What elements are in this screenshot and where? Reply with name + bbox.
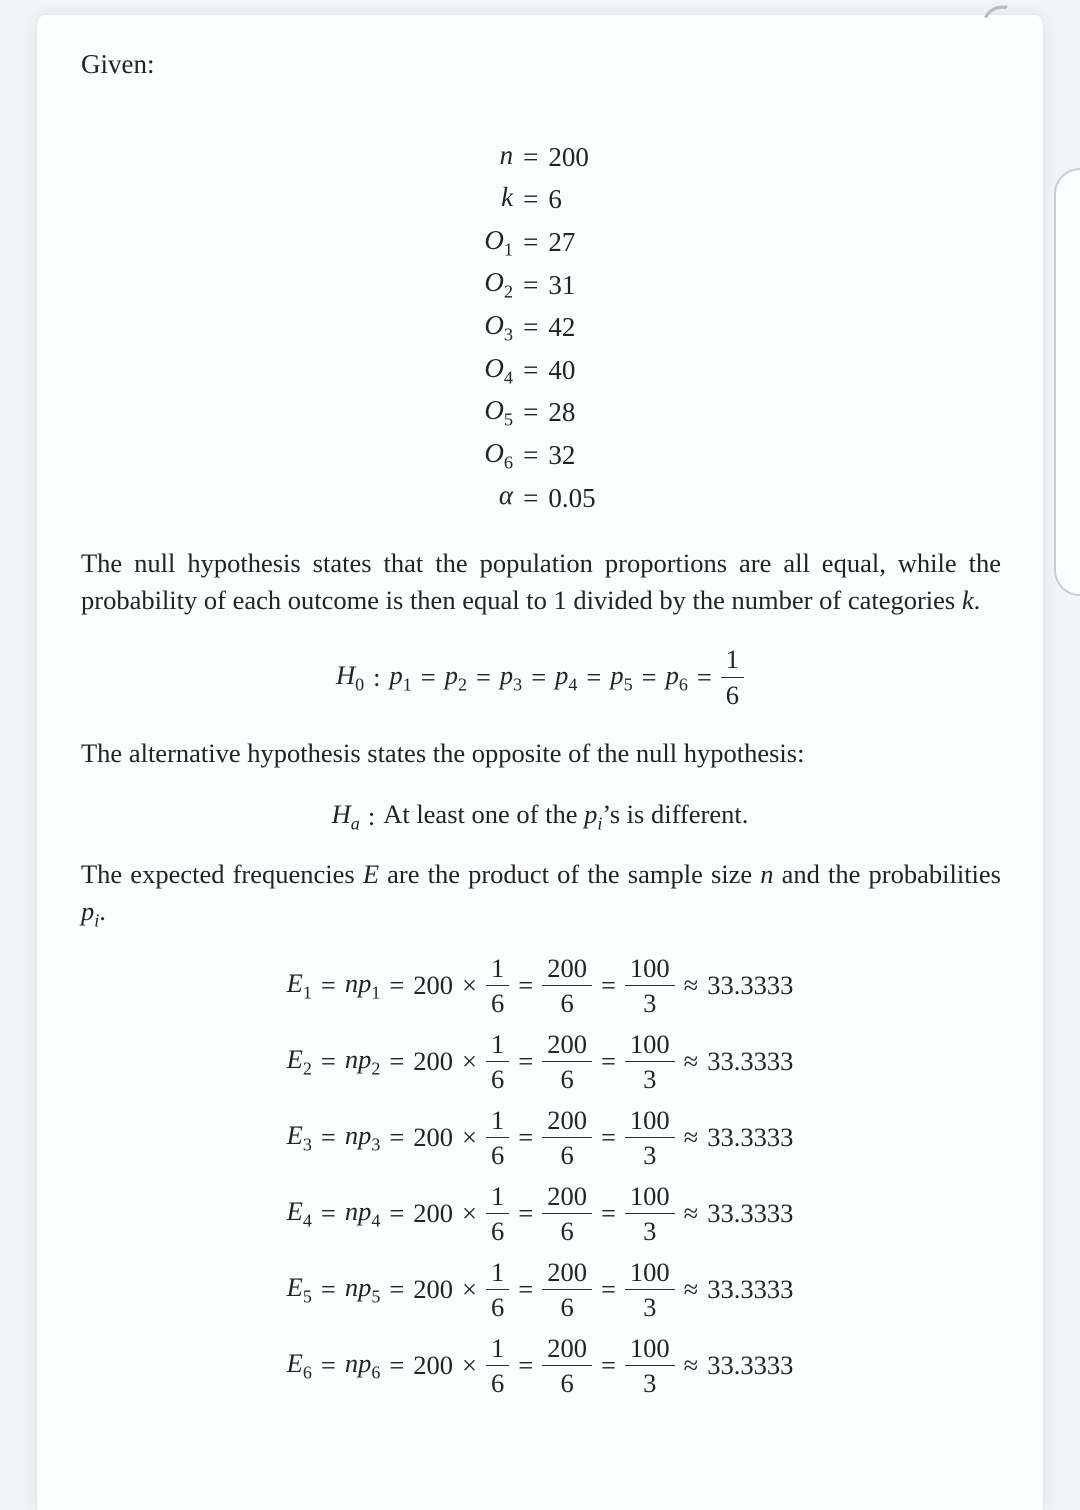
given-variable: $O_5$ bbox=[484, 395, 514, 430]
equals-sign: = bbox=[320, 1046, 336, 1077]
curved-arrow-icon[interactable] bbox=[983, 3, 1009, 19]
times-sign: × bbox=[462, 1198, 477, 1229]
times-sign: × bbox=[462, 970, 477, 1001]
fraction-one-sixth: $\frac{1}{6}$ bbox=[486, 954, 509, 1018]
equals-sign: = bbox=[523, 226, 539, 257]
colon: : bbox=[373, 661, 381, 692]
paragraph-null-hypothesis: The null hypothesis states that the population proportions are all equal, while the probability of each outcome is then equal to 1 divided by the number of categories k. bbox=[81, 548, 1001, 616]
given-value: 200 bbox=[548, 141, 589, 172]
equals-sign: = bbox=[518, 1122, 534, 1153]
result-value: 33.3333 bbox=[707, 970, 794, 1001]
equals-sign: = bbox=[320, 970, 336, 1001]
given-variable: α bbox=[498, 480, 514, 511]
sample-size: 200 bbox=[413, 1046, 454, 1077]
h0-symbol: $H_0$ bbox=[335, 659, 365, 694]
result-value: 33.3333 bbox=[707, 1198, 794, 1229]
fraction-200-6: $\frac{200}{6}$ bbox=[542, 1106, 592, 1170]
equals-sign: = bbox=[518, 1198, 534, 1229]
fraction-100-3: $\frac{100}{3}$ bbox=[625, 1258, 675, 1322]
fraction-one-sixth: $\frac{1}{6}$ bbox=[486, 1334, 509, 1398]
given-value: 27 bbox=[548, 226, 576, 257]
equals-sign: = bbox=[389, 1350, 405, 1381]
solution-card bbox=[36, 14, 1044, 1510]
equals-sign: = bbox=[518, 1350, 534, 1381]
equals-sign: = bbox=[600, 1122, 616, 1153]
fraction-one-sixth: $\frac{1}{6}$ bbox=[486, 1106, 509, 1170]
equals-sign: = bbox=[518, 970, 534, 1001]
given-values-list bbox=[484, 136, 595, 519]
p-term: $p_1$ bbox=[389, 659, 412, 694]
E-term: $E_4$ bbox=[286, 1195, 312, 1231]
np-term: $np_2$ bbox=[344, 1043, 381, 1079]
np-term: $np_4$ bbox=[344, 1195, 381, 1231]
expected-frequency-equation-6 bbox=[37, 1328, 1043, 1404]
given-variable: n bbox=[499, 139, 514, 170]
alternative-hypothesis-statement bbox=[37, 798, 1043, 834]
fraction-100-3: $\frac{100}{3}$ bbox=[625, 954, 675, 1018]
equals-sign: = bbox=[523, 354, 539, 385]
equals-sign: = bbox=[523, 141, 539, 172]
equals-sign: = bbox=[600, 970, 616, 1001]
equals-sign: = bbox=[475, 661, 491, 692]
p-term: $p_5$ bbox=[610, 659, 633, 694]
given-value: 0.05 bbox=[548, 482, 596, 513]
given-value: 31 bbox=[548, 269, 576, 300]
result-value: 33.3333 bbox=[707, 1350, 794, 1381]
E-term: $E_2$ bbox=[286, 1043, 312, 1079]
expected-frequency-equation-1 bbox=[37, 948, 1043, 1024]
p-term: $p_3$ bbox=[499, 659, 523, 694]
fraction-200-6: $\frac{200}{6}$ bbox=[542, 954, 592, 1018]
equals-sign: = bbox=[420, 661, 436, 692]
times-sign: × bbox=[462, 1122, 477, 1153]
given-variable: $O_1$ bbox=[484, 224, 514, 260]
result-value: 33.3333 bbox=[707, 1274, 794, 1305]
ha-text: At least one of the $p_i’s$ is different. bbox=[383, 798, 749, 833]
equals-sign: = bbox=[696, 661, 712, 692]
equals-sign: = bbox=[389, 1122, 405, 1153]
equals-sign: = bbox=[523, 312, 539, 343]
ha-symbol: $H_a$ bbox=[331, 798, 360, 833]
fraction-200-6: $\frac{200}{6}$ bbox=[542, 1182, 592, 1246]
given-value: 6 bbox=[548, 184, 562, 215]
equals-sign: = bbox=[586, 661, 602, 692]
approx-sign: ≈ bbox=[683, 970, 699, 1001]
np-term: $np_6$ bbox=[344, 1347, 381, 1383]
equals-sign: = bbox=[523, 269, 539, 300]
equals-sign: = bbox=[518, 1046, 534, 1077]
equals-sign: = bbox=[389, 1198, 405, 1229]
times-sign: × bbox=[462, 1274, 477, 1305]
fraction-100-3: $\frac{100}{3}$ bbox=[625, 1106, 675, 1170]
fraction-200-6: $\frac{200}{6}$ bbox=[542, 1030, 592, 1094]
expected-frequency-equation-3 bbox=[37, 1100, 1043, 1176]
equals-sign: = bbox=[320, 1350, 336, 1381]
fraction-100-3: $\frac{100}{3}$ bbox=[625, 1334, 675, 1398]
fraction-one-sixth: $\frac{1}{6}$ bbox=[486, 1030, 509, 1094]
equals-sign: = bbox=[320, 1274, 336, 1305]
equals-sign: = bbox=[389, 970, 405, 1001]
times-sign: × bbox=[462, 1046, 477, 1077]
np-term: $np_5$ bbox=[344, 1271, 381, 1307]
equals-sign: = bbox=[523, 397, 539, 428]
approx-sign: ≈ bbox=[683, 1198, 699, 1229]
E-term: $E_3$ bbox=[286, 1119, 312, 1155]
expected-frequency-equation-2 bbox=[37, 1024, 1043, 1100]
approx-sign: ≈ bbox=[683, 1350, 699, 1381]
np-term: $np_1$ bbox=[344, 967, 381, 1003]
given-value: 32 bbox=[548, 439, 576, 470]
equals-sign: = bbox=[600, 1350, 616, 1381]
given-variable: $O_2$ bbox=[484, 267, 514, 302]
given-variable: $O_4$ bbox=[484, 352, 514, 387]
equals-sign: = bbox=[389, 1046, 405, 1077]
fraction-200-6: $\frac{200}{6}$ bbox=[542, 1334, 592, 1398]
given-variable: k bbox=[501, 182, 514, 213]
math-var-pi: $p_i$ bbox=[81, 896, 100, 931]
given-value: 40 bbox=[548, 354, 576, 385]
approx-sign: ≈ bbox=[683, 1274, 699, 1305]
equals-sign: = bbox=[641, 661, 657, 692]
equals-sign: = bbox=[523, 439, 539, 470]
given-value: 28 bbox=[548, 397, 576, 428]
E-term: $E_1$ bbox=[286, 967, 312, 1003]
equals-sign: = bbox=[518, 1274, 534, 1305]
colon: : bbox=[367, 800, 376, 831]
sample-size: 200 bbox=[413, 970, 454, 1001]
equals-sign: = bbox=[320, 1122, 336, 1153]
np-term: $np_3$ bbox=[344, 1119, 381, 1155]
equals-sign: = bbox=[320, 1198, 336, 1229]
p-term: $p_6$ bbox=[665, 659, 688, 694]
equals-sign: = bbox=[389, 1274, 405, 1305]
E-term: $E_6$ bbox=[286, 1347, 312, 1383]
sample-size: 200 bbox=[413, 1122, 454, 1153]
sample-size: 200 bbox=[413, 1350, 454, 1381]
result-value: 33.3333 bbox=[707, 1046, 794, 1077]
approx-sign: ≈ bbox=[683, 1122, 699, 1153]
result-value: 33.3333 bbox=[707, 1122, 794, 1153]
equals-sign: = bbox=[523, 482, 539, 513]
given-variable: $O_6$ bbox=[484, 437, 514, 473]
equals-sign: = bbox=[600, 1274, 616, 1305]
equals-sign: = bbox=[600, 1198, 616, 1229]
fraction-100-3: $\frac{100}{3}$ bbox=[625, 1182, 675, 1246]
null-hypothesis-equation bbox=[37, 641, 1043, 713]
sample-size: 200 bbox=[413, 1274, 454, 1305]
equals-sign: = bbox=[531, 661, 547, 692]
paragraph-expected-frequencies: The expected frequencies E are the product of the sample size n and the probabilities $p_i$. bbox=[81, 859, 1001, 931]
math-var-E: E bbox=[362, 859, 380, 890]
fraction-200-6: $\frac{200}{6}$ bbox=[542, 1258, 592, 1322]
fraction-one-sixth: $\frac{1}{6}$ bbox=[486, 1258, 509, 1322]
section-heading-given: Given: bbox=[81, 49, 155, 79]
expected-frequency-equation-5 bbox=[37, 1252, 1043, 1328]
times-sign: × bbox=[462, 1350, 477, 1381]
equals-sign: = bbox=[523, 184, 539, 215]
math-var-n: n bbox=[760, 859, 774, 890]
fraction-one-sixth: $\frac{1}{6}$ bbox=[721, 645, 744, 709]
p-term: $p_2$ bbox=[444, 659, 467, 694]
given-variable: $O_3$ bbox=[484, 309, 514, 345]
E-term: $E_5$ bbox=[286, 1271, 312, 1307]
fraction-100-3: $\frac{100}{3}$ bbox=[625, 1030, 675, 1094]
p-term: $p_4$ bbox=[555, 659, 578, 694]
paragraph-alternative-hypothesis: The alternative hypothesis states the opposite of the null hypothesis: bbox=[81, 738, 805, 769]
sample-size: 200 bbox=[413, 1198, 454, 1229]
expected-frequency-equations bbox=[37, 948, 1043, 1404]
expected-frequency-equation-4 bbox=[37, 1176, 1043, 1252]
approx-sign: ≈ bbox=[683, 1046, 699, 1077]
equals-sign: = bbox=[600, 1046, 616, 1077]
fraction-one-sixth: $\frac{1}{6}$ bbox=[486, 1182, 509, 1246]
scrollbar-indicator[interactable] bbox=[1054, 168, 1080, 596]
given-values-block bbox=[37, 136, 1043, 519]
given-value: 42 bbox=[548, 312, 576, 343]
math-var-k: k bbox=[961, 585, 974, 616]
